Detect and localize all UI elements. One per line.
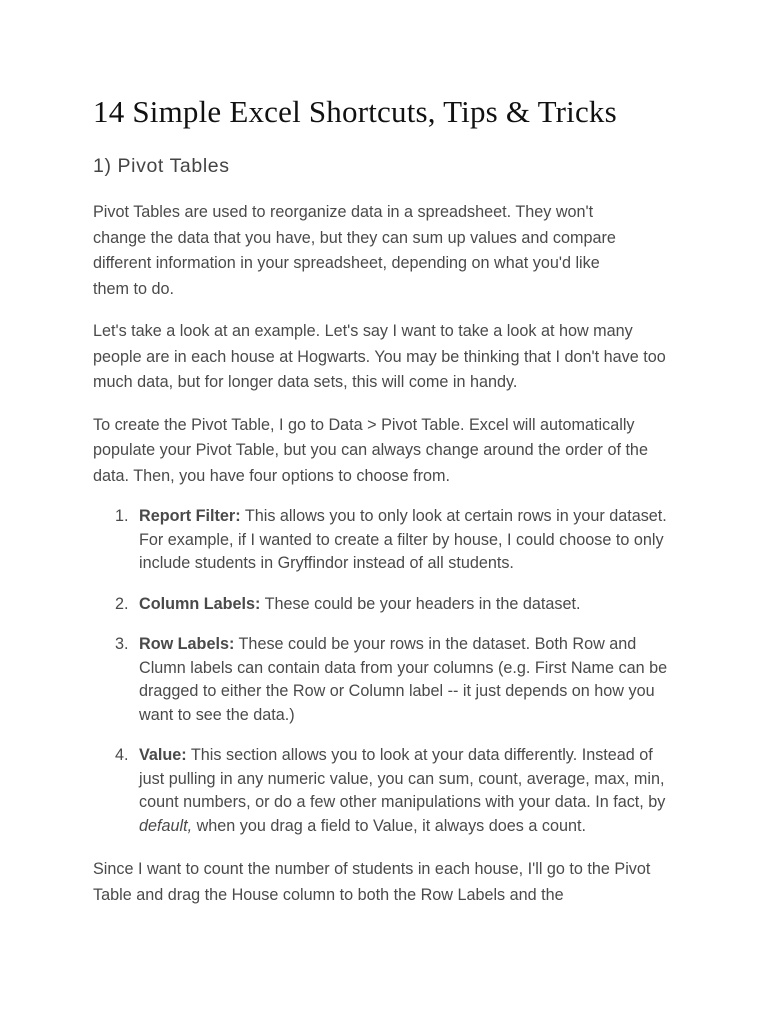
list-item-text: These could be your rows in the dataset. Both Row and Clumn labels can contain data from your columns (e.g. First Name can be dragged to either the Row or Column label -- it just depends on how you want to see the data.)	[139, 635, 668, 724]
list-item-column-labels	[93, 593, 679, 617]
list-item-term: Row Labels:	[139, 635, 235, 653]
list-item-row-labels	[93, 633, 679, 727]
list-item-number: 1.	[115, 507, 129, 525]
list-item-term: Column Labels:	[139, 594, 261, 613]
article	[93, 93, 693, 908]
paragraph-closing: Since I want to count the number of students in each house, I'll go to the Pivot Table and drag the House column to both the Row Labels and the	[93, 860, 651, 904]
list-item-number: 2.	[115, 594, 129, 613]
list-item-text: These could be your headers in the dataset.	[260, 594, 581, 613]
paragraph-create-pivot: To create the Pivot Table, I go to Data > Pivot Table. Excel will automatically populate your Pivot Table, but you can always change around the order of the data. Then, you have four options to choose from.	[93, 415, 648, 485]
list-item-term: Report Filter:	[139, 507, 241, 525]
paragraph-intro: Pivot Tables are used to reorganize data in a spreadsheet. They won't change the data that you have, but they can sum up values and compare different information in your spreadsheet, depending on what you'd like them to do.	[93, 203, 616, 298]
list-item-term: Value:	[139, 746, 187, 764]
list-item-text: This allows you to only look at certain rows in your dataset. For example, if I wanted to create a filter by house, I could choose to only include students in Gryffindor instead of all students.	[139, 507, 667, 572]
list-item-emphasis: default,	[139, 816, 193, 835]
paragraph-example: Let's take a look at an example. Let's say I want to take a look at how many people are in each house at Hogwarts. You may be thinking that I don't have too much data, but for longer data sets, this will come in handy.	[93, 322, 666, 391]
section-heading: 1) Pivot Tables	[93, 155, 230, 177]
list-item-number: 4.	[115, 746, 129, 764]
options-list	[93, 505, 693, 838]
article-title: 14 Simple Excel Shortcuts, Tips & Tricks	[93, 94, 617, 129]
list-item-text-after: when you drag a field to Value, it always does a count.	[192, 816, 586, 835]
list-item-text: This section allows you to look at your data differently. Instead of just pulling in any numeric value, you can sum, count, average, max, min, count numbers, or do a few other manipulations with your data. In fact, by	[139, 746, 666, 811]
list-item-number: 3.	[115, 635, 129, 653]
list-item-value	[93, 744, 679, 838]
list-item-report-filter	[93, 505, 679, 576]
